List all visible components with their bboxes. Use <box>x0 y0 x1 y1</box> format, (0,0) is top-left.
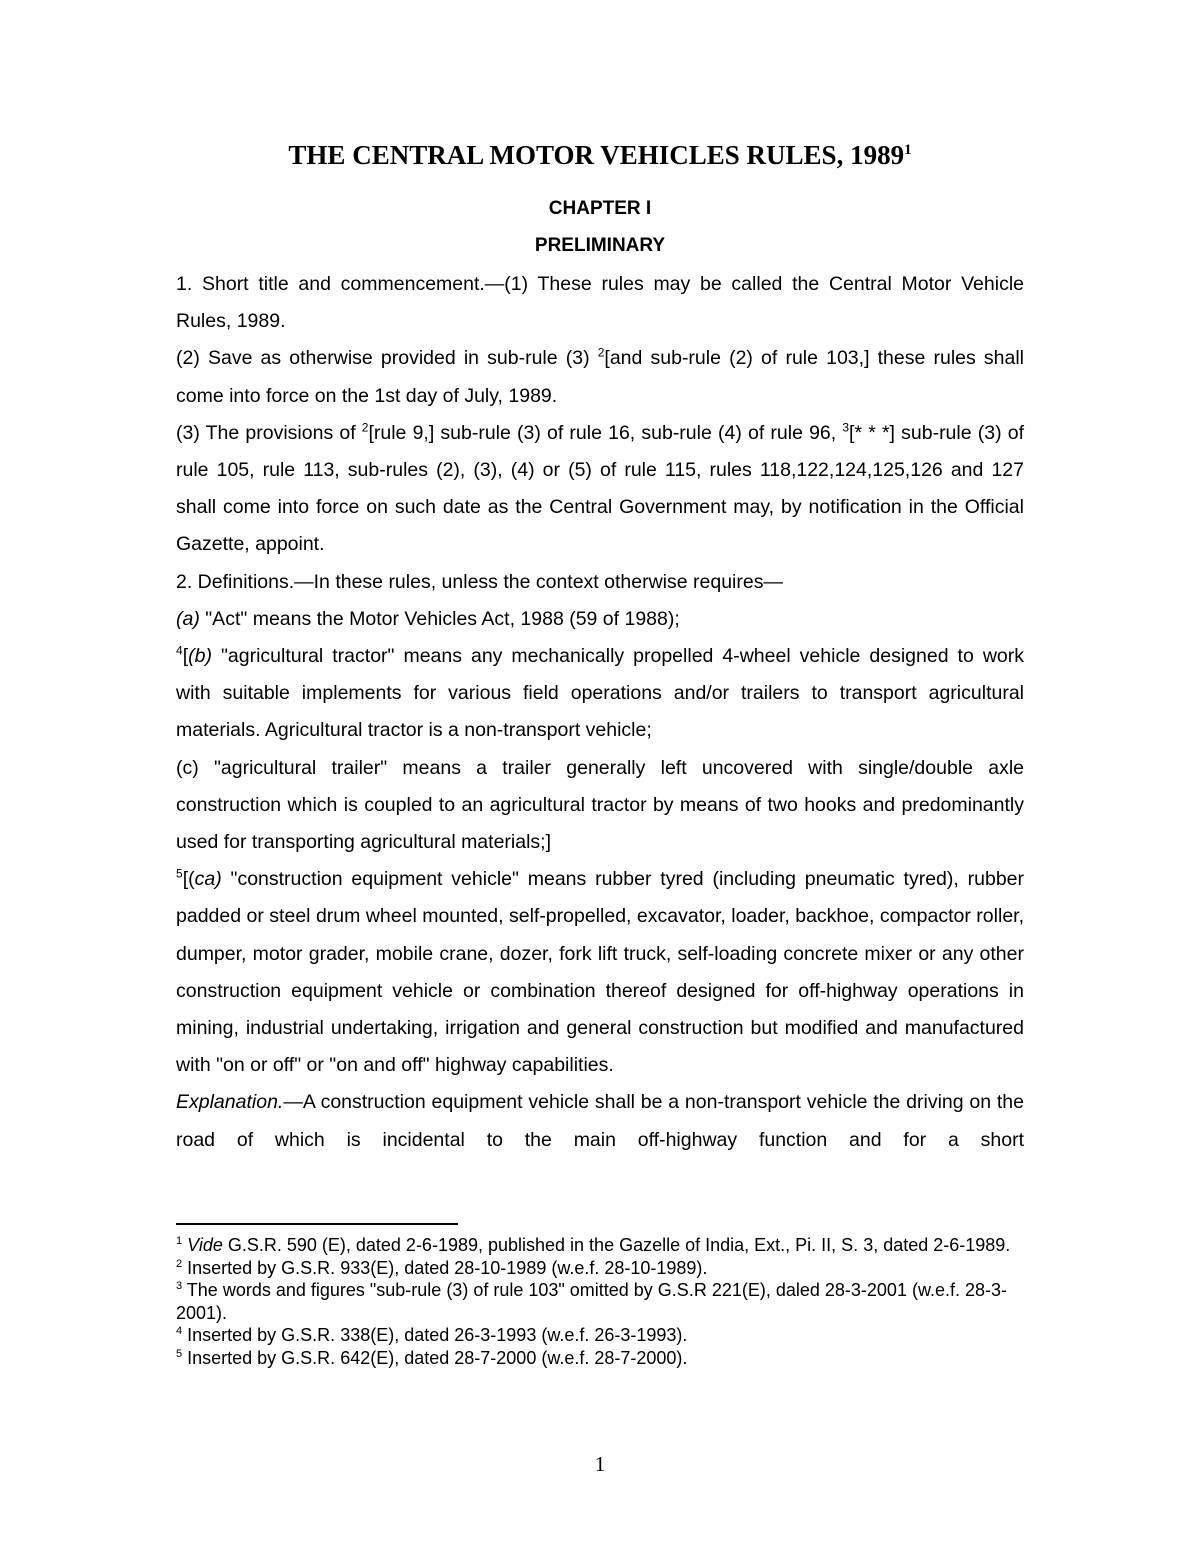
footnote-item <box>176 1257 1024 1280</box>
footnote-item <box>176 1279 1024 1324</box>
clause-label: (a) <box>176 607 200 630</box>
footnote-text: G.S.R. 590 (E), dated 2-6-1989, published in the Gazelle of India, Ext., Pi. II, S. 3, dated 2-6-1989. <box>222 1235 1011 1255</box>
footnote-ref[interactable]: 5 <box>176 866 183 881</box>
definition-ca <box>176 861 1024 1084</box>
footnote-text: Inserted by G.S.R. 933(E), dated 28-10-1989 (w.e.f. 28-10-1989). <box>182 1257 708 1278</box>
page-number: 1 <box>594 1452 606 1476</box>
text-run: [and sub-rule (2) of rule 103,] these rules shall come into force on the 1st day of July, 1989. <box>176 347 1024 407</box>
text-run: [rule 9,] sub-rule (3) of rule 16, sub-rule (4) of rule 96, <box>368 421 843 444</box>
text-run: (3) The provisions of <box>176 421 362 444</box>
footnote-text: Inserted by G.S.R. 338(E), dated 26-3-1993 (w.e.f. 26-3-1993). <box>182 1325 688 1345</box>
explanation-label: Explanation. <box>176 1091 284 1114</box>
footnote-item <box>176 1324 1024 1347</box>
explanation-paragraph <box>176 1084 1024 1158</box>
text-run: [* * *] sub-rule (3) of rule 105, rule 113, sub-rules (2), (3), (4) or (5) of rule 115, rules 118,122,124,125,126 and 127 shall come into force on such date as the Central Government may, by notification in the Official Gazette, appoint. <box>176 421 1024 556</box>
clause-label: (b) <box>188 645 212 668</box>
footnote-item <box>176 1347 1024 1370</box>
paragraph-rule-1: 1. Short title and commencement.—(1) These rules may be called the Central Motor Vehicle Rules, 1989. <box>176 273 1024 333</box>
text-run: [ <box>182 645 189 668</box>
title-text: THE CENTRAL MOTOR VEHICLES RULES, 1989 <box>288 140 905 170</box>
footnote-number: 3 <box>176 1280 183 1292</box>
footnote-number: 4 <box>176 1325 183 1337</box>
footnote-number: 2 <box>176 1257 183 1270</box>
text-run: "Act" means the Motor Vehicles Act, 1988 (59 of 1988); <box>199 607 680 630</box>
text-run: (2) Save as otherwise provided in sub-rule (3) <box>176 347 598 370</box>
footnote-number: 5 <box>176 1347 183 1360</box>
chapter-heading: CHAPTER I <box>548 198 652 219</box>
footnote-text: Inserted by G.S.R. 642(E), dated 28-7-2000 (w.e.f. 28-7-2000). <box>182 1347 688 1368</box>
paragraph-rule-1-2 <box>176 340 1024 414</box>
footnote-number: 1 <box>176 1235 183 1247</box>
text-run: —A construction equipment vehicle shall be a non-transport vehicle the driving on the road of which is incidental to the main off-highway function and for a short <box>176 1091 1024 1151</box>
paragraph-rule-1-3 <box>176 415 1024 564</box>
document-title <box>0 140 1200 171</box>
definition-a <box>176 601 1024 638</box>
footnote-lead: Vide <box>187 1235 223 1255</box>
title-footnote-ref[interactable]: 1 <box>904 142 912 158</box>
definition-b <box>176 638 1024 750</box>
footnote-ref[interactable]: 4 <box>176 643 183 658</box>
definition-c: (c) "agricultural trailer" means a trailer generally left uncovered with single/double axle construction which is coupled to an agricultural tractor by means of two hooks and predominantly used for transporting agricultural materials;] <box>176 756 1024 854</box>
paragraph-rule-2: 2. Definitions.—In these rules, unless the context otherwise requires— <box>176 570 783 593</box>
footnote-separator <box>176 1223 458 1225</box>
clause-label: ca) <box>194 868 222 891</box>
text-run: [( <box>182 868 195 891</box>
footnote-text: The words and figures "sub-rule (3) of rule 103" omitted by G.S.R 221(E), daled 28-3-2001 (w.e.f. 28-3-2001). <box>176 1280 1007 1323</box>
text-run: "construction equipment vehicle" means rubber tyred (including pneumatic tyred), rubber padded or steel drum wheel mounted, self-propelled, excavator, loader, backhoe, compactor roller, dumper, motor grader, mobile crane, dozer, fork lift truck, self-loading concrete mixer or any other construction equipment vehicle or combination thereof designed for off-highway operations in mining, industrial undertaking, irrigation and general construction but modified and manufactured with "on or off" or "on and off" highway capabilities. <box>176 868 1024 1077</box>
footnote-ref[interactable]: 2 <box>597 345 605 360</box>
footnote-ref[interactable]: 2 <box>361 420 369 435</box>
footnote-item <box>176 1234 1024 1257</box>
document-body <box>176 266 1024 1159</box>
section-heading: PRELIMINARY <box>534 235 666 256</box>
footnote-ref[interactable]: 3 <box>842 420 850 435</box>
footnotes-section <box>176 1234 1024 1369</box>
text-run: "agricultural tractor" means any mechanically propelled 4-wheel vehicle designed to work with suitable implements for various field operations and/or trailers to transport agricultural materials. Agricultural tractor is a non-transport vehicle; <box>176 645 1024 742</box>
